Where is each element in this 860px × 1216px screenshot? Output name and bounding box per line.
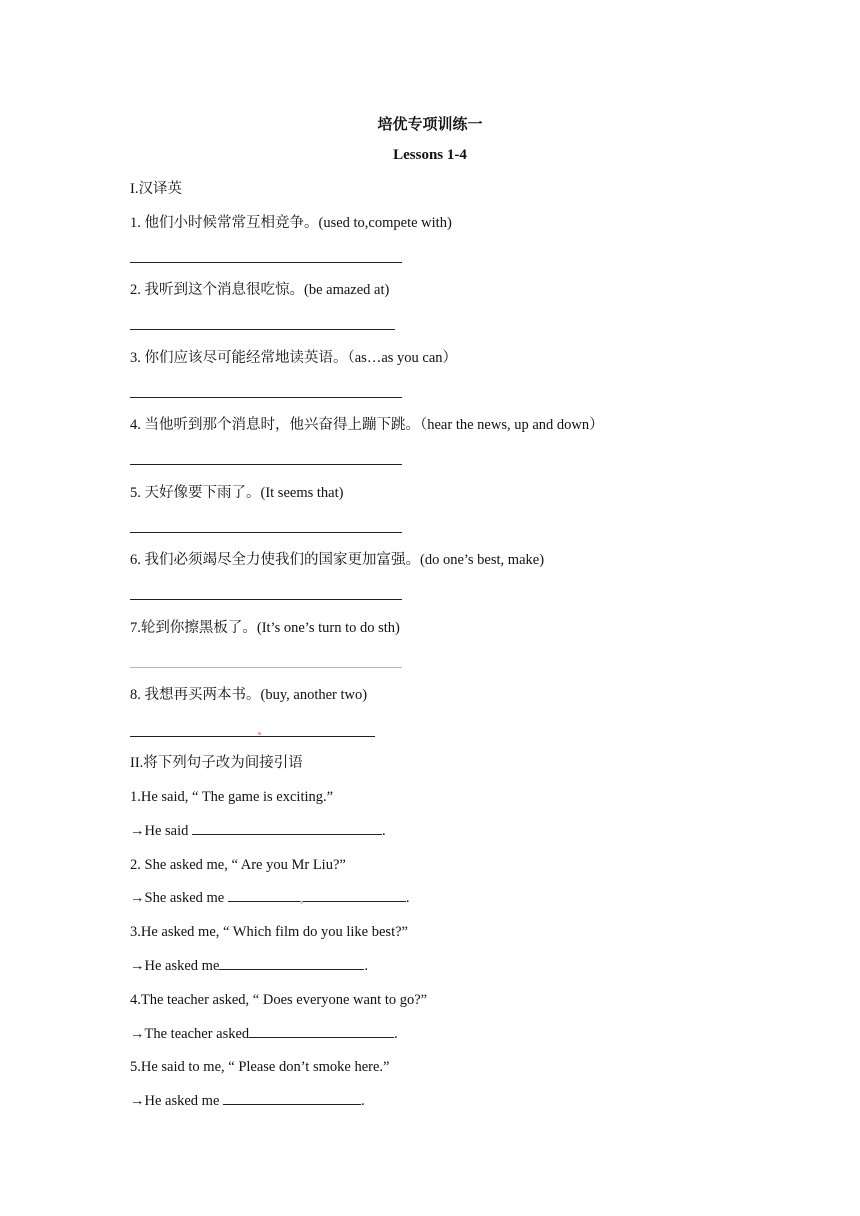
answer-prefix: →He asked me [130, 1093, 220, 1109]
reported-speech-answer-1 [130, 822, 386, 840]
reported-speech-answer-2 [130, 889, 409, 907]
reported-speech-question-3: 3.He asked me, “ Which film do you like best?” [130, 924, 408, 940]
question-3: 3. 你们应该尽可能经常地读英语。（as…as you can） [130, 350, 458, 366]
reported-speech-question-5: 5.He said to me, “ Please don’t smoke here.” [130, 1059, 390, 1075]
question-4: 4. 当他听到那个消息时，他兴奋得上蹦下跳。（hear the news, up and down） [130, 417, 604, 433]
answer-line-5[interactable] [130, 532, 402, 533]
answer-line-2[interactable] [130, 329, 395, 330]
answer-line-8[interactable] [130, 736, 375, 737]
answer-line-3[interactable] [130, 397, 402, 398]
answer-line-6[interactable] [130, 599, 402, 600]
question-7: 7.轮到你擦黑板了。(It’s one’s turn to do sth) [130, 620, 400, 636]
answer-prefix: →The teacher asked [130, 1026, 250, 1042]
answer-blank-2[interactable] [228, 889, 406, 902]
reported-speech-question-4: 4.The teacher asked, “ Does everyone want to go?” [130, 992, 428, 1008]
answer-line-7[interactable] [130, 667, 402, 668]
answer-line-4[interactable] [130, 464, 402, 465]
answer-prefix: →She asked me [130, 890, 225, 906]
question-2: 2. 我听到这个消息很吃惊。(be amazed at) [130, 282, 390, 298]
reported-speech-question-2: 2. She asked me, “ Are you Mr Liu?” [130, 857, 346, 873]
reported-speech-answer-5 [130, 1092, 365, 1110]
answer-end: . [364, 958, 369, 974]
answer-end: . [405, 890, 410, 906]
question-5: 5. 天好像要下雨了。(It seems that) [130, 485, 344, 501]
page-title: 培优专项训练一 [377, 117, 483, 133]
question-8: 8. 我想再买两本书。(buy, another two) [130, 687, 368, 703]
section-2-heading: II.将下列句子改为间接引语 [130, 755, 303, 771]
grey-mark [300, 901, 303, 904]
section-1-heading: I.汉译英 [130, 181, 182, 197]
answer-line-1[interactable] [130, 262, 402, 263]
question-1: 1. 他们小时候常常互相竞争。(used to,compete with) [130, 215, 452, 231]
pink-mark [258, 732, 261, 735]
page-subtitle: Lessons 1-4 [393, 147, 467, 163]
question-6: 6. 我们必须竭尽全力使我们的国家更加富强。(do one’s best, make) [130, 552, 545, 568]
reported-speech-answer-3 [130, 957, 368, 975]
answer-end: . [382, 823, 386, 839]
answer-blank-1[interactable] [192, 822, 382, 835]
answer-prefix: →He said [130, 823, 189, 839]
answer-end: . [394, 1026, 398, 1042]
answer-end: . [361, 1093, 365, 1109]
answer-blank-4[interactable] [249, 1025, 394, 1038]
reported-speech-question-1: 1.He said, “ The game is exciting.” [130, 789, 334, 805]
answer-prefix: →He asked me [130, 958, 220, 974]
reported-speech-answer-4 [130, 1025, 398, 1043]
answer-blank-3[interactable] [219, 957, 364, 970]
answer-blank-5[interactable] [223, 1092, 361, 1105]
